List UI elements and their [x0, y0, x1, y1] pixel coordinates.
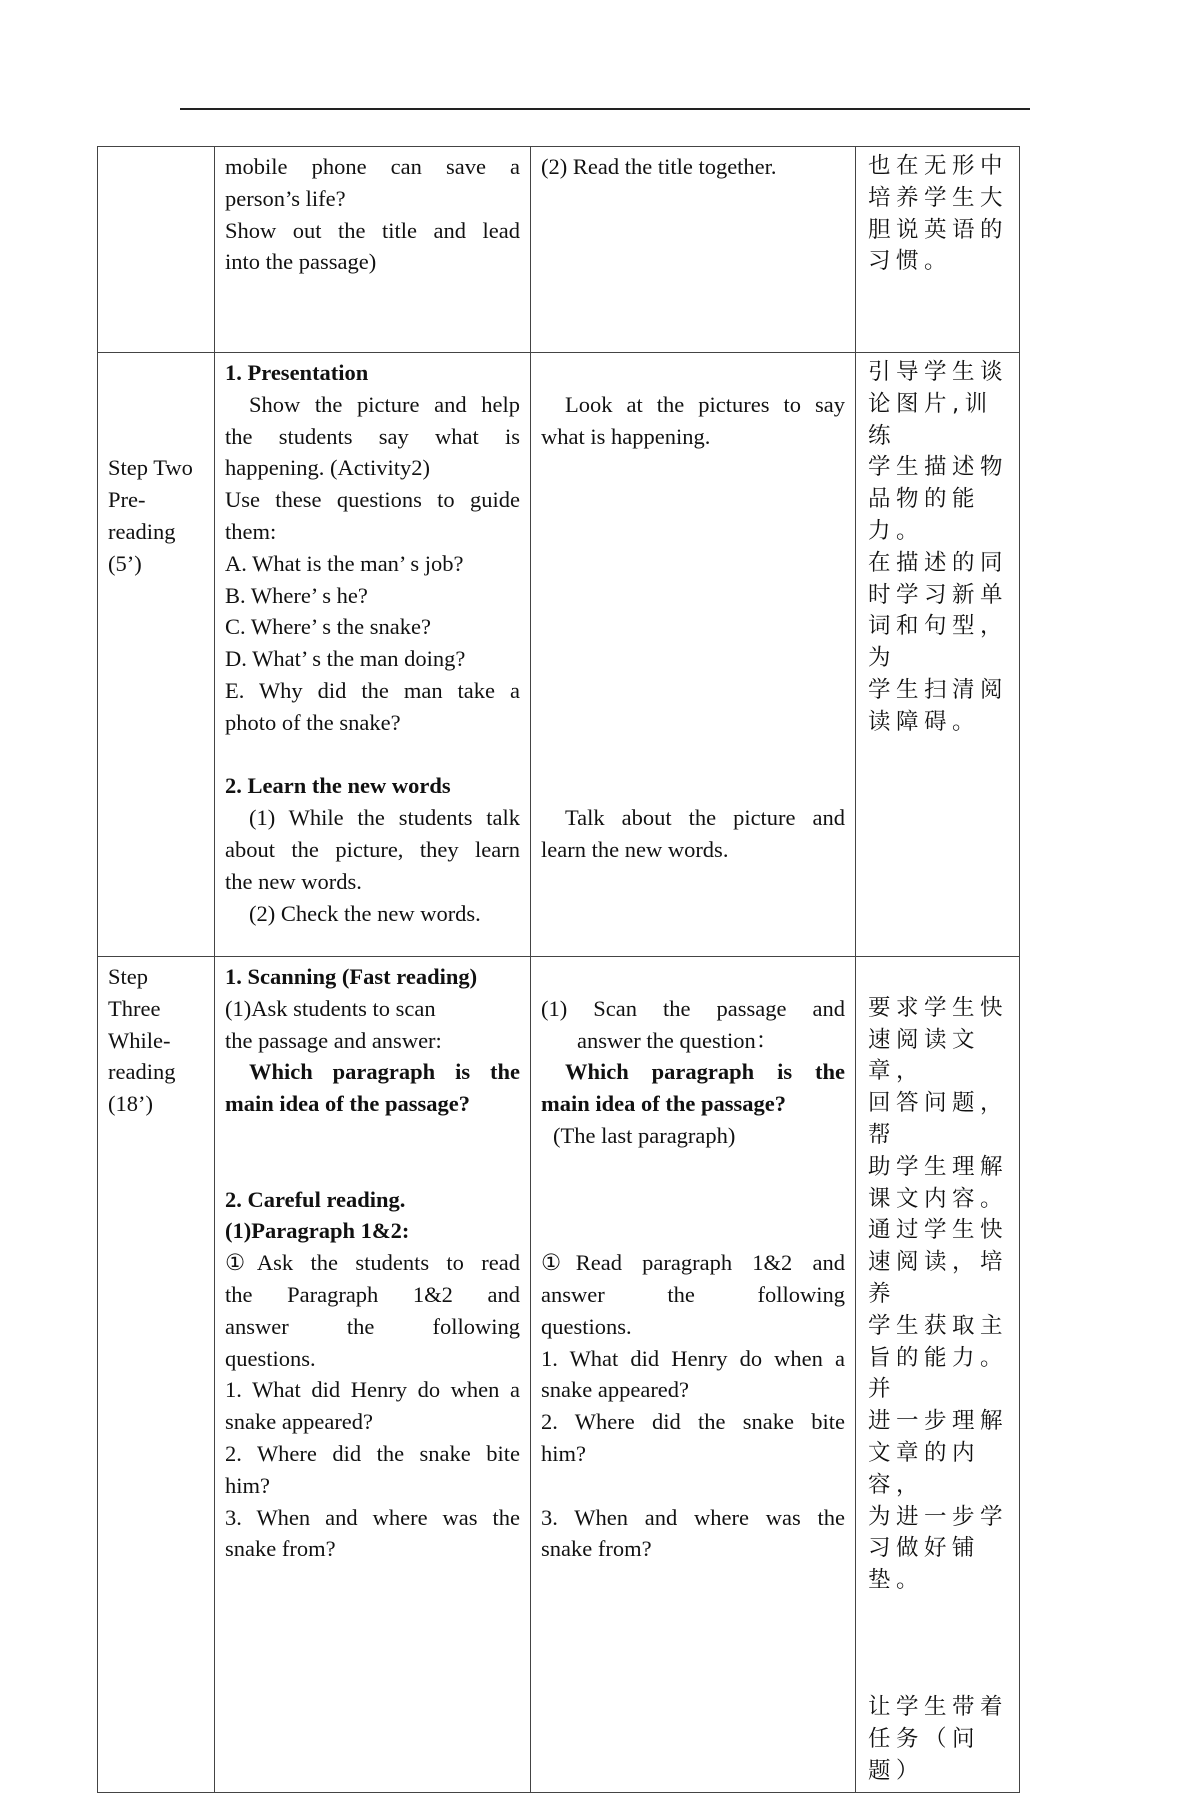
teacher-text-line: (1) While the students talk: [249, 805, 520, 831]
step-cell: [98, 353, 215, 957]
student-text-line: (2) Read the title together.: [541, 154, 777, 179]
teacher-text-line: into the passage): [225, 249, 377, 275]
purpose-text-line: 读障碍。: [868, 708, 981, 735]
teacher-text-line: happening. (Activity2): [225, 455, 430, 481]
lesson-plan-table: [97, 146, 1020, 1793]
teacher-text-line: Show out the title and lead: [225, 217, 520, 243]
student-text-line: [541, 1215, 845, 1247]
purpose-text-line: 也在无形中: [868, 153, 1009, 179]
teacher-text-line: snake appeared?: [225, 1409, 374, 1435]
step-label-line: Step Two: [108, 455, 193, 481]
student-text-line: Look at the pictures to say: [565, 391, 845, 417]
purpose-text-line: 论图片,训练: [868, 390, 993, 449]
step-label-line: Three: [108, 995, 161, 1021]
purpose-text-line: 让学生带着: [868, 1694, 1009, 1721]
teacher-text-line: photo of the snake?: [225, 709, 401, 735]
teacher-text-line: him?: [225, 1472, 270, 1498]
teacher-text-line: 2. Where did the snake bite: [225, 1440, 520, 1466]
header-rule: [180, 108, 1030, 110]
teacher-text-line: (1)Paragraph 1&2:: [225, 1218, 410, 1244]
student-text-line: snake from?: [541, 1536, 652, 1562]
student-text-line: [541, 643, 845, 675]
teacher-text-line: C. Where’ s the snake?: [225, 614, 431, 640]
student-text-line: [541, 548, 845, 580]
student-activity-cell: [531, 147, 856, 353]
student-text-line: [541, 516, 845, 548]
step-label-line: (18’): [108, 1091, 153, 1117]
teacher-text-line: the students say what is: [225, 423, 520, 449]
student-text-line: questions.: [541, 1313, 632, 1339]
teacher-text-line: 1. Scanning (Fast reading): [225, 964, 478, 989]
teacher-text-line: Show the picture and help: [249, 391, 520, 417]
teacher-text-line: Use these questions to guide: [225, 487, 520, 513]
teacher-text-line: B. Where’ s he?: [225, 582, 368, 608]
student-text-line: [541, 452, 845, 484]
student-text-line: answer the following: [541, 1281, 845, 1307]
purpose-text-line: 为进一步学: [868, 1503, 1009, 1530]
purpose-text-line: 课文内容。: [868, 1185, 1009, 1212]
table-row: [98, 353, 1020, 957]
purpose-text-line: 文章的内容，: [868, 1439, 981, 1498]
table-row: [98, 957, 1020, 1793]
purpose-text-line: 时学习新单: [868, 581, 1009, 608]
student-activity-cell: [531, 353, 856, 957]
student-text-line: [541, 1152, 845, 1184]
teacher-text-line: mobile phone can save a: [225, 154, 520, 179]
teacher-text-line: the Paragraph 1&2 and: [225, 1281, 520, 1307]
student-text-line: [541, 1184, 845, 1216]
step-label-line: Pre-: [108, 487, 146, 513]
step-cell: [98, 147, 215, 353]
student-text-line: what is happening.: [541, 423, 711, 449]
purpose-text-line: 速阅读，培养: [868, 1249, 1009, 1307]
teacher-text-line: (1)Ask students to scan: [225, 995, 436, 1021]
purpose-text-line: 培养学生大: [868, 184, 1009, 211]
purpose-text-line: 通过学生快: [868, 1217, 1009, 1244]
student-text-line: [541, 611, 845, 643]
teacher-text-line: ①Ask the students to read: [225, 1250, 520, 1276]
purpose-cell: [856, 147, 1020, 353]
student-text-line: (The last paragraph): [553, 1122, 736, 1148]
teacher-text-line: answer the following: [225, 1313, 520, 1339]
teacher-text-line: 1. Presentation: [225, 360, 369, 385]
purpose-text-line: 胆说英语的: [868, 216, 1009, 243]
teacher-text-line: person’s life?: [225, 185, 346, 211]
purpose-text-line: [868, 961, 1015, 993]
student-text-line: [541, 770, 845, 802]
teacher-text-line: Which paragraph is the: [249, 1059, 520, 1085]
student-text-line: Talk about the picture and: [565, 805, 845, 831]
purpose-text-line: 速阅读文章，: [868, 1026, 981, 1085]
teacher-text-line: 3. When and where was the: [225, 1504, 520, 1530]
student-activity-cell: [531, 957, 856, 1793]
student-text-line: [541, 675, 845, 707]
teacher-text-line: [225, 739, 520, 771]
student-text-line: 3. When and where was the: [541, 1504, 845, 1530]
purpose-text-line: [868, 1661, 1015, 1693]
purpose-text-line: 任务（问题）: [868, 1726, 981, 1784]
student-text-line: [541, 961, 845, 993]
step-label-line: reading: [108, 1059, 176, 1085]
purpose-text-line: 词和句型，为: [868, 613, 1009, 672]
student-text-line: 2. Where did the snake bite: [541, 1409, 845, 1435]
teacher-text-line: 1. What did Henry do when a: [225, 1377, 520, 1403]
table-body: [98, 147, 1020, 1793]
student-text-line: Which paragraph is the: [565, 1059, 845, 1085]
student-text-line: main idea of the passage?: [541, 1091, 787, 1117]
purpose-text-line: [868, 1597, 1015, 1629]
teacher-text-line: D. What’ s the man doing?: [225, 646, 466, 672]
teacher-text-line: [225, 1120, 520, 1152]
step-label-line: Step: [108, 964, 149, 989]
teacher-activity-cell: [215, 147, 531, 353]
purpose-cell: [856, 353, 1020, 957]
purpose-text-line: 学生获取主: [868, 1312, 1009, 1339]
student-text-line: [541, 1470, 845, 1502]
table-row: [98, 147, 1020, 353]
purpose-text-line: 习做好铺垫。: [868, 1535, 981, 1594]
teacher-text-line: the new words.: [225, 868, 362, 894]
student-text-line: [541, 580, 845, 612]
student-text-line: [541, 484, 845, 516]
student-text-line: ①Read paragraph 1&2 and: [541, 1250, 845, 1276]
teacher-text-line: snake from?: [225, 1536, 336, 1562]
teacher-text-line: 2. Learn the new words: [225, 773, 451, 799]
purpose-text-line: 回答问题，帮: [868, 1090, 1009, 1148]
step-cell: [98, 957, 215, 1793]
purpose-text-line: 进一步理解: [868, 1408, 1009, 1435]
purpose-text-line: 在描述的同: [868, 549, 1009, 576]
student-text-line: (1) Scan the passage and: [541, 995, 845, 1021]
purpose-text-line: 习惯。: [868, 248, 953, 275]
student-text-line: learn the new words.: [541, 836, 729, 862]
step-label-line: (5’): [108, 550, 142, 576]
purpose-text-line: 学生描述物: [868, 454, 1009, 481]
student-text-line: answer the question：: [577, 1027, 779, 1053]
teacher-text-line: main idea of the passage?: [225, 1091, 471, 1117]
step-label-line: While-: [108, 1027, 171, 1053]
teacher-text-line: (2) Check the new words.: [249, 900, 481, 926]
teacher-text-line: them:: [225, 518, 277, 544]
purpose-text-line: 学生扫清阅: [868, 676, 1009, 703]
student-text-line: snake appeared?: [541, 1377, 690, 1403]
teacher-text-line: about the picture, they learn: [225, 836, 520, 862]
student-text-line: him?: [541, 1440, 586, 1466]
teacher-text-line: A. What is the man’ s job?: [225, 550, 464, 576]
student-text-line: [541, 739, 845, 771]
teacher-activity-cell: [215, 957, 531, 1793]
purpose-cell: [856, 957, 1020, 1793]
teacher-activity-cell: [215, 353, 531, 957]
student-text-line: [541, 357, 845, 389]
teacher-text-line: [225, 1152, 520, 1184]
purpose-text-line: [868, 1629, 1015, 1661]
teacher-text-line: 2. Careful reading.: [225, 1186, 406, 1212]
purpose-text-line: 品物的能力。: [868, 486, 981, 544]
teacher-text-line: E. Why did the man take a: [225, 677, 520, 703]
purpose-text-line: 引导学生谈: [868, 359, 1009, 385]
step-label-line: reading: [108, 518, 176, 544]
purpose-text-line: 助学生理解: [868, 1153, 1009, 1180]
student-text-line: 1. What did Henry do when a: [541, 1345, 845, 1371]
purpose-text-line: 旨的能力。并: [868, 1344, 1009, 1403]
teacher-text-line: the passage and answer:: [225, 1027, 442, 1053]
student-text-line: [541, 707, 845, 739]
teacher-text-line: questions.: [225, 1345, 316, 1371]
purpose-text-line: 要求学生快: [868, 994, 1009, 1021]
